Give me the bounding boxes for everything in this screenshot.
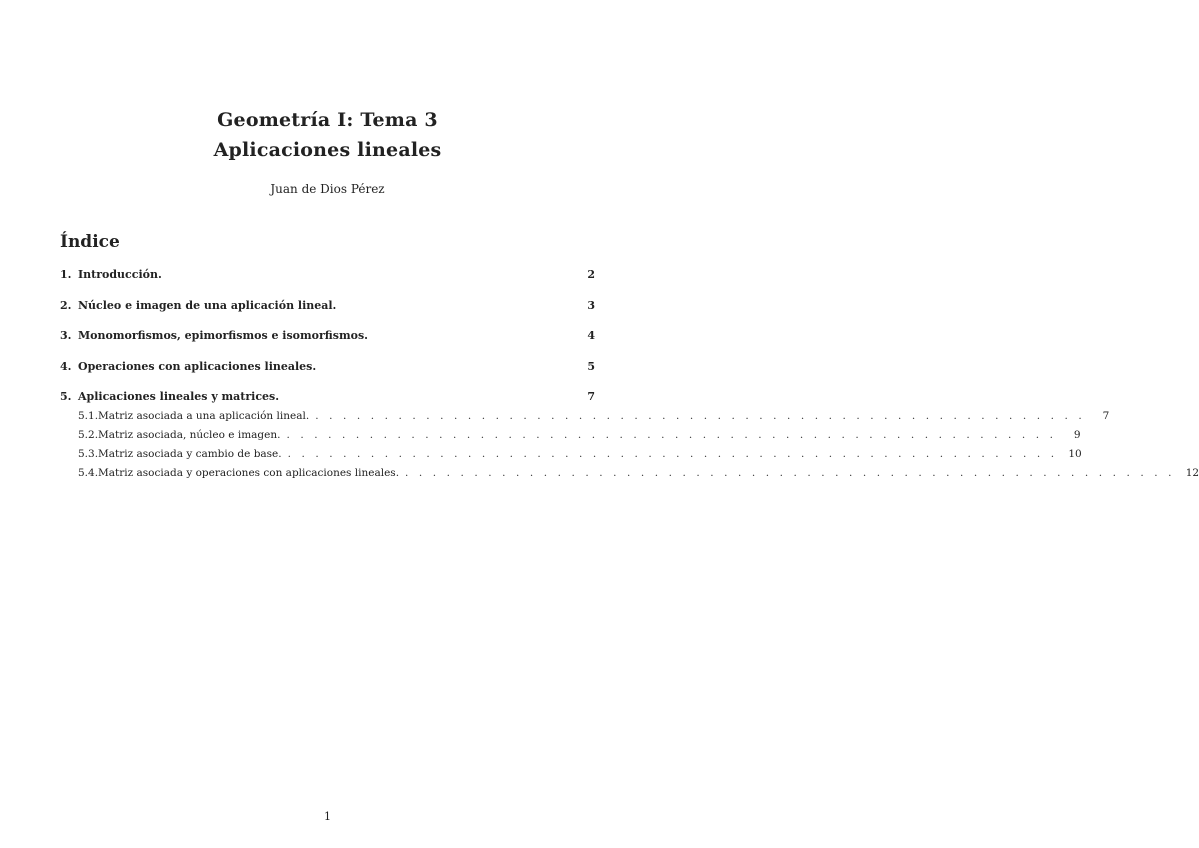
toc-dot-leader: . . . . . . . . . . . . . . . . . . . . . . . . . . . . . . . . . . . . . . . . . . . . . . . . . . . . . . . .: [286, 429, 1057, 441]
toc-dot-leader: . . . . . . . . . . . . . . . . . . . . . . . . . . . . . . . . . . . . . . . . . . . . . . . . . . . . . . . .: [287, 448, 1058, 460]
page-number: 1: [324, 810, 331, 823]
toc-subentry-label: Matriz asociada, núcleo e imagen.: [98, 429, 281, 441]
document-subtitle: Aplicaciones lineales: [213, 139, 442, 161]
toc-entry-page: 4: [587, 329, 595, 342]
toc-dot-leader: . . . . . . . . . . . . . . . . . . . . . . . . . . . . . . . . . . . . . . . . . . . . . . . . . . . . . . . .: [405, 467, 1176, 479]
toc-subentry-number: 5.4.: [78, 467, 99, 479]
toc-subentry-label: Matriz asociada y cambio de base.: [98, 448, 282, 460]
toc-entry-label: Núcleo e imagen de una aplicación lineal.: [78, 299, 337, 312]
toc-entry-label: Introducción.: [78, 268, 162, 281]
author-name: Juan de Dios Pérez: [270, 182, 385, 196]
toc-subentry-5-3[interactable]: [78, 448, 1082, 460]
document-title: Geometría I: Tema 3: [217, 109, 438, 131]
toc-entry-number: 1.: [60, 268, 72, 281]
toc-entry-number: 4.: [60, 360, 72, 373]
toc-subentry-5-4[interactable]: [78, 467, 1199, 479]
toc-entry-page: 7: [587, 390, 595, 403]
toc-entry-number: 5.: [60, 390, 72, 403]
toc-entry-1[interactable]: [60, 268, 595, 281]
toc-entry-label: Operaciones con aplicaciones lineales.: [78, 360, 317, 373]
toc-entry-number: 3.: [60, 329, 72, 342]
toc-dot-leader: . . . . . . . . . . . . . . . . . . . . . . . . . . . . . . . . . . . . . . . . . . . . . . . . . . . . . . . .: [315, 410, 1086, 422]
toc-subentry-page: 12: [1185, 467, 1199, 479]
toc-entry-2[interactable]: [60, 299, 595, 312]
toc-entry-page: 3: [587, 299, 595, 312]
toc-entry-4[interactable]: [60, 360, 595, 373]
toc-entry-label: Monomorfismos, epimorfismos e isomorfismos.: [78, 329, 368, 342]
toc-subentry-5-2[interactable]: [78, 429, 1081, 441]
toc-subentry-label: Matriz asociada a una aplicación lineal.: [98, 410, 310, 422]
toc-subentry-page: 9: [1073, 429, 1081, 441]
toc-subentry-page: 10: [1068, 448, 1082, 460]
toc-entry-page: 2: [587, 268, 595, 281]
toc-subentry-number: 5.3.: [78, 448, 99, 460]
toc-subentry-5-1[interactable]: [78, 410, 1110, 422]
toc-entry-label: Aplicaciones lineales y matrices.: [78, 390, 280, 403]
toc-subentry-number: 5.1.: [78, 410, 99, 422]
toc-subentry-page: 7: [1102, 410, 1110, 422]
toc-entry-5[interactable]: [60, 390, 595, 403]
toc-entry-page: 5: [587, 360, 595, 373]
toc-entry-number: 2.: [60, 299, 72, 312]
toc-entry-3[interactable]: [60, 329, 595, 342]
toc-subentry-number: 5.2.: [78, 429, 99, 441]
toc-heading: Índice: [60, 232, 120, 252]
toc-subentry-label: Matriz asociada y operaciones con aplicaciones lineales.: [98, 467, 400, 479]
